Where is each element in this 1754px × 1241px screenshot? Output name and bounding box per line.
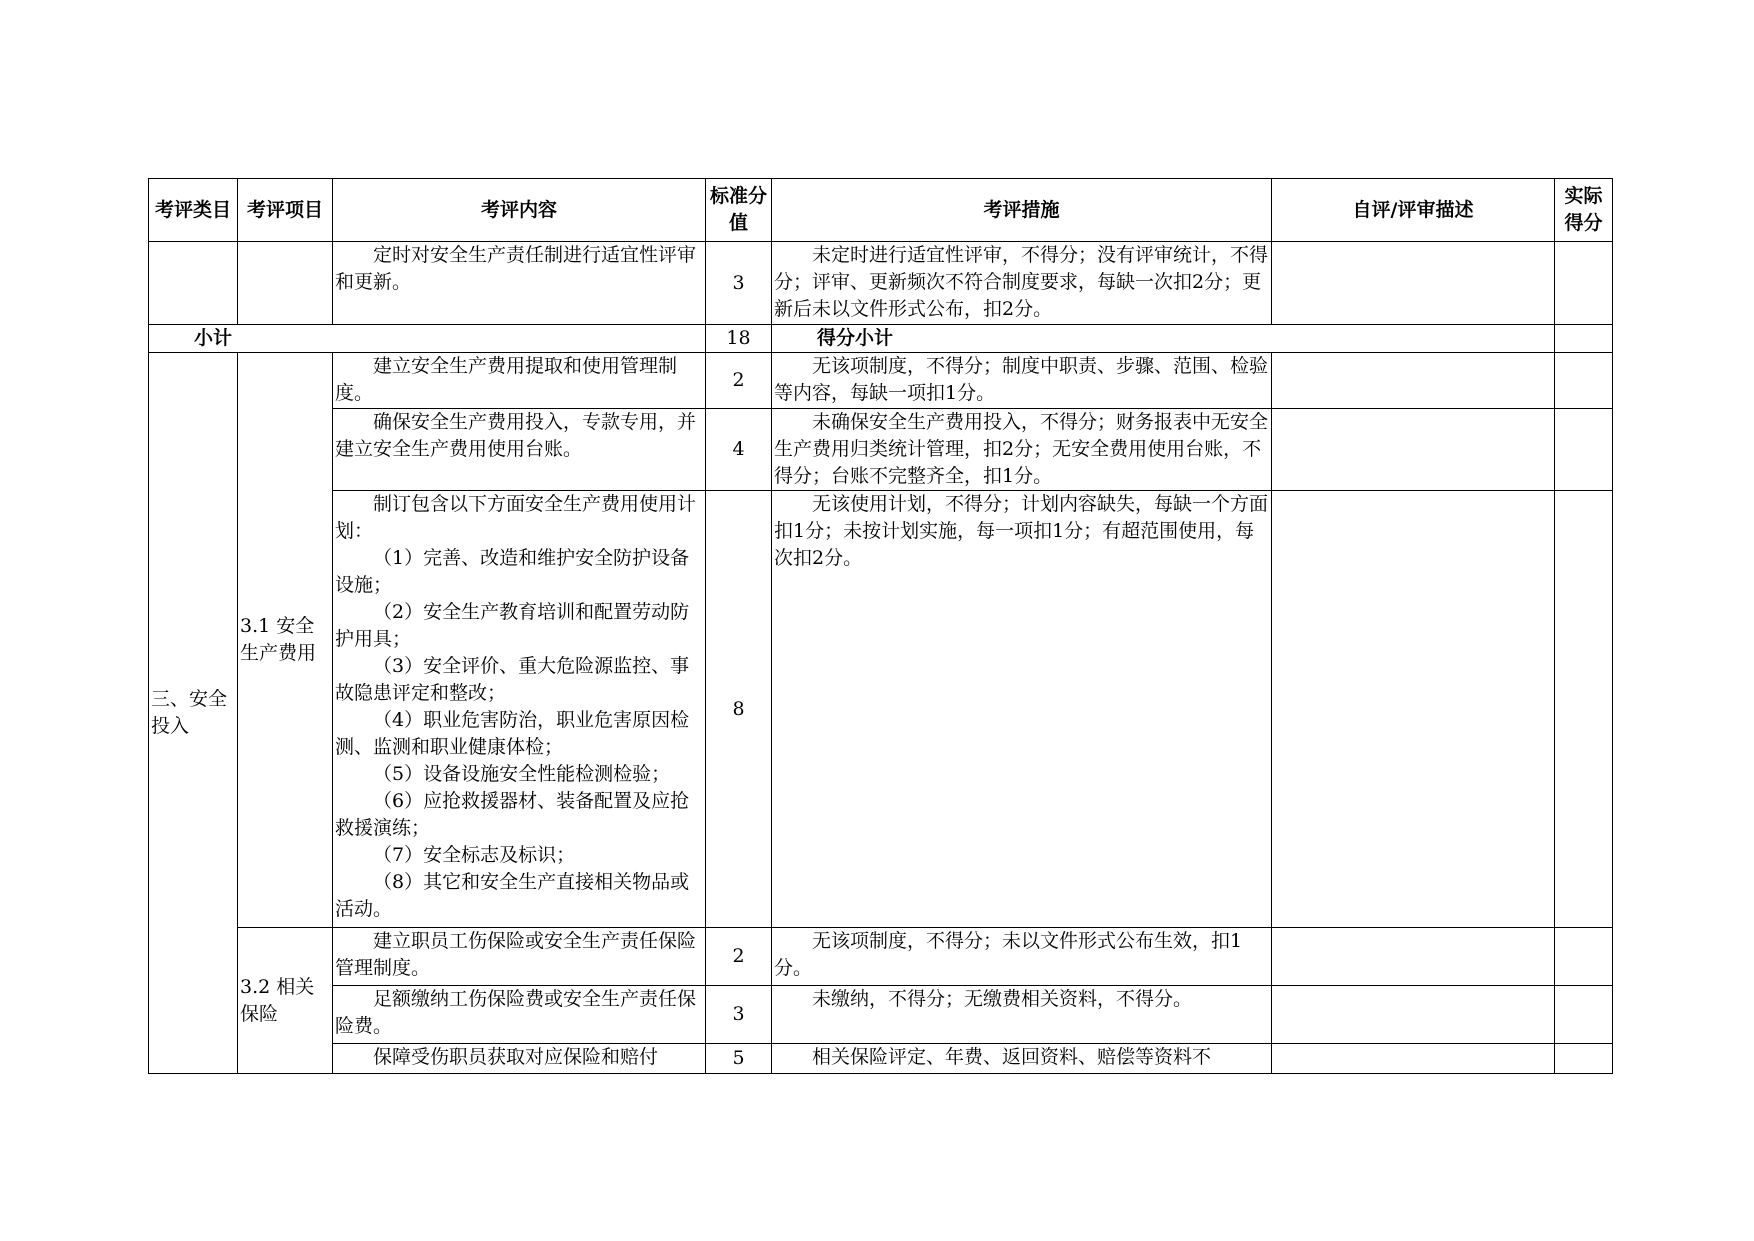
plan-item: （4）职业危害防治，职业危害原因检测、监测和职业健康体检；	[335, 709, 690, 758]
plan-item: （3）安全评价、重大危险源监控、事故隐患评定和整改；	[335, 655, 690, 704]
measures-cell: 无该项制度，不得分；制度中职责、步骤、范围、检验等内容，每缺一项扣1分。	[772, 353, 1272, 409]
plan-item: （1）完善、改造和维护安全防护设备设施；	[335, 547, 690, 596]
self-eval-cell[interactable]	[1272, 1044, 1555, 1074]
std-score-cell: 8	[706, 491, 772, 928]
project-cell-insurance: 3.2 相关保险	[238, 928, 333, 1074]
std-score-cell: 3	[706, 986, 772, 1044]
content-cell: 建立职员工伤保险或安全生产责任保险管理制度。	[333, 928, 706, 986]
plan-item: （5）设备设施安全性能检测检验；	[373, 763, 671, 785]
table-row	[149, 353, 1613, 409]
plan-item: （6）应抢救援器材、装备配置及应抢救援演练；	[335, 790, 690, 839]
actual-score-cell[interactable]	[1555, 986, 1613, 1044]
self-eval-cell[interactable]	[1272, 928, 1555, 986]
self-eval-cell[interactable]	[1272, 242, 1555, 325]
actual-score-cell[interactable]	[1555, 1044, 1613, 1074]
subtotal-label: 小计	[149, 325, 706, 353]
self-eval-cell[interactable]	[1272, 409, 1555, 491]
table-row	[149, 242, 1613, 325]
subtotal-actual-score[interactable]	[1555, 325, 1613, 353]
actual-score-cell[interactable]	[1555, 409, 1613, 491]
std-score-cell: 3	[706, 242, 772, 325]
subtotal-score: 18	[706, 325, 772, 353]
header-content: 考评内容	[333, 179, 706, 242]
category-cell	[149, 242, 238, 325]
actual-score-cell[interactable]	[1555, 928, 1613, 986]
table-row	[149, 1044, 1613, 1074]
actual-score-cell[interactable]	[1555, 242, 1613, 325]
table-row	[149, 409, 1613, 491]
std-score-cell: 2	[706, 928, 772, 986]
std-score-cell: 4	[706, 409, 772, 491]
actual-score-cell[interactable]	[1555, 353, 1613, 409]
self-eval-cell[interactable]	[1272, 986, 1555, 1044]
project-cell-safety-cost: 3.1 安全生产费用	[238, 353, 333, 928]
header-self-eval: 自评/评审描述	[1272, 179, 1555, 242]
content-cell: 建立安全生产费用提取和使用管理制度。	[333, 353, 706, 409]
header-std-score: 标准分值	[706, 179, 772, 242]
content-cell: 足额缴纳工伤保险费或安全生产责任保险费。	[333, 986, 706, 1044]
plan-item: （7）安全标志及标识；	[373, 844, 576, 866]
measures-cell: 无该项制度，不得分；未以文件形式公布生效，扣1分。	[772, 928, 1272, 986]
header-measures: 考评措施	[772, 179, 1272, 242]
std-score-cell: 5	[706, 1044, 772, 1074]
table-header-row	[149, 179, 1613, 242]
measures-cell: 未缴纳，不得分；无缴费相关资料，不得分。	[772, 986, 1272, 1044]
plan-item: （8）其它和安全生产直接相关物品或活动。	[335, 871, 690, 920]
measures-cell: 未确保安全生产费用投入，不得分；财务报表中无安全生产费用归类统计管理，扣2分；无安全费用使用台账，不得分；台账不完整齐全，扣1分。	[772, 409, 1272, 491]
content-cell	[333, 491, 706, 928]
measures-cell: 未定时进行适宜性评审，不得分；没有评审统计，不得分；评审、更新频次不符合制度要求，每缺一次扣2分；更新后未以文件形式公布，扣2分。	[772, 242, 1272, 325]
table-row	[149, 491, 1613, 928]
actual-score-cell[interactable]	[1555, 491, 1613, 928]
std-score-cell: 2	[706, 353, 772, 409]
content-intro: 制订包含以下方面安全生产费用使用计划：	[335, 493, 697, 542]
project-cell	[238, 242, 333, 325]
subtotal-measure-label: 得分小计	[772, 325, 1555, 353]
header-project: 考评项目	[238, 179, 333, 242]
measures-cell: 相关保险评定、年费、返回资料、赔偿等资料不	[772, 1044, 1272, 1074]
subtotal-row	[149, 325, 1613, 353]
content-cell: 确保安全生产费用投入，专款专用，并建立安全生产费用使用台账。	[333, 409, 706, 491]
table-row	[149, 986, 1613, 1044]
measures-cell: 无该使用计划，不得分；计划内容缺失，每缺一个方面扣1分；未按计划实施，每一项扣1分；有超范围使用，每次扣2分。	[772, 491, 1272, 928]
self-eval-cell[interactable]	[1272, 491, 1555, 928]
header-actual-score: 实际得分	[1555, 179, 1613, 242]
evaluation-table	[148, 178, 1613, 1074]
category-cell-safety-investment: 三、安全投入	[149, 353, 238, 1074]
plan-item: （2）安全生产教育培训和配置劳动防护用具；	[335, 601, 690, 650]
content-cell: 定时对安全生产责任制进行适宜性评审和更新。	[333, 242, 706, 325]
content-cell: 保障受伤职员获取对应保险和赔付	[333, 1044, 706, 1074]
self-eval-cell[interactable]	[1272, 353, 1555, 409]
table-row	[149, 928, 1613, 986]
header-category: 考评类目	[149, 179, 238, 242]
